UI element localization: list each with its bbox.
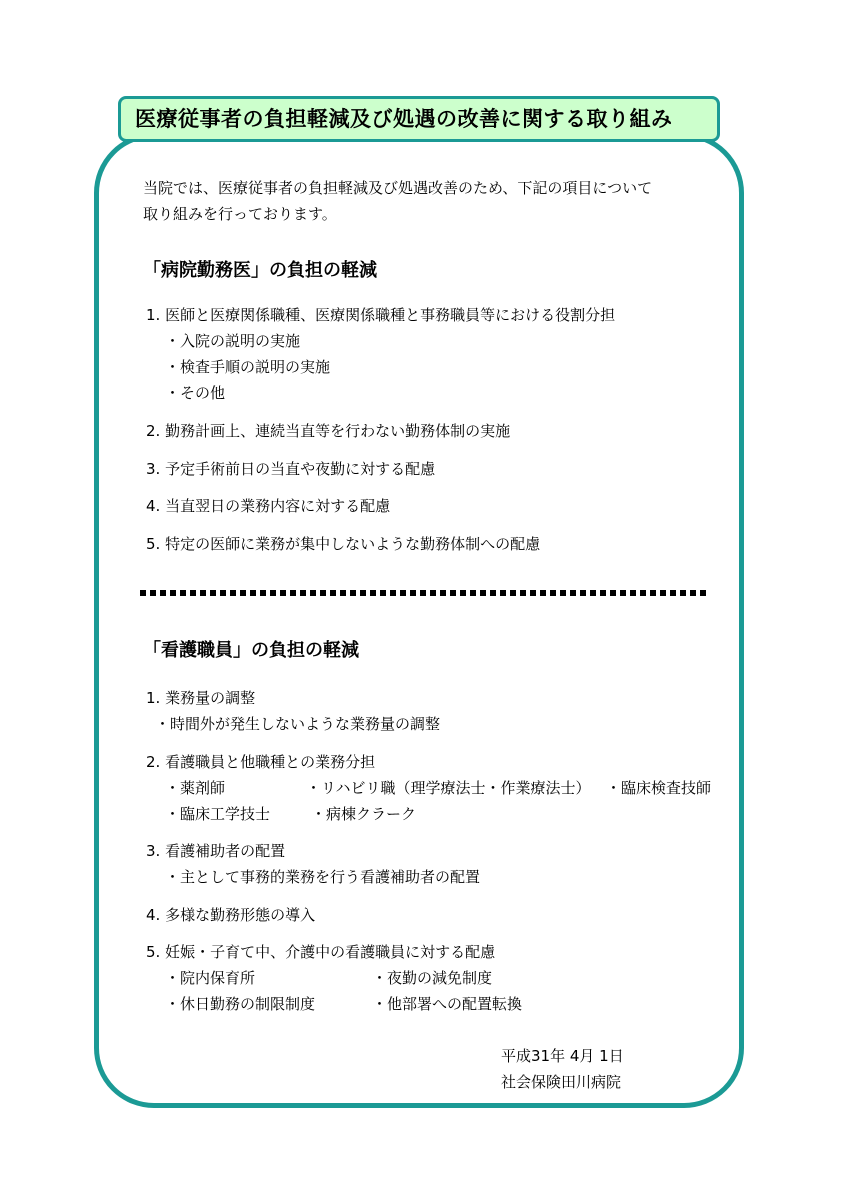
list-item: 3. 予定手術前日の当直や夜勤に対する配慮 xyxy=(146,460,436,478)
intro-line-1: 当院では、医療従事者の負担軽減及び処遇改善のため、下記の項目について xyxy=(143,179,653,197)
sub-item: ・時間外が発生しないような業務量の調整 xyxy=(155,715,441,733)
list-item: 2. 勤務計画上、連続当直等を行わない勤務体制の実施 xyxy=(146,422,511,440)
sub-item: ・リハビリ職（理学療法士・作業療法士） xyxy=(306,779,591,797)
sub-item: ・その他 xyxy=(165,384,226,402)
sub-item: ・他部署への配置転換 xyxy=(372,995,523,1013)
list-item: 5. 特定の医師に業務が集中しないような勤務体制への配慮 xyxy=(146,535,541,553)
section-heading-nurses: 「看護職員」の負担の軽減 xyxy=(143,640,359,661)
sub-item: ・入院の説明の実施 xyxy=(165,332,301,350)
date: 平成31年 4月 1日 xyxy=(501,1047,624,1065)
list-item: 5. 妊娠・子育て中、介護中の看護職員に対する配慮 xyxy=(146,943,496,961)
sub-item: ・臨床工学技士 xyxy=(165,805,271,823)
list-item: 3. 看護補助者の配置 xyxy=(146,842,286,860)
sub-item: ・夜勤の減免制度 xyxy=(372,969,493,987)
sub-item: ・病棟クラーク xyxy=(311,805,417,823)
list-item: 4. 多様な勤務形態の導入 xyxy=(146,906,316,924)
list-item: 4. 当直翌日の業務内容に対する配慮 xyxy=(146,497,391,515)
sub-item: ・院内保育所 xyxy=(165,969,256,987)
sub-item: ・検査手順の説明の実施 xyxy=(165,358,331,376)
list-item: 1. 業務量の調整 xyxy=(146,689,256,707)
list-item: 1. 医師と医療関係職種、医療関係職種と事務職員等における役割分担 xyxy=(146,306,616,324)
sub-item: ・主として事務的業務を行う看護補助者の配置 xyxy=(165,868,481,886)
sub-item: ・薬剤師 xyxy=(165,779,226,797)
section-divider xyxy=(140,590,708,596)
list-item: 2. 看護職員と他職種との業務分担 xyxy=(146,753,376,771)
intro-line-2: 取り組みを行っております。 xyxy=(143,205,337,223)
sub-item: ・休日勤務の制限制度 xyxy=(165,995,316,1013)
page-title: 医療従事者の負担軽減及び処遇の改善に関する取り組み xyxy=(118,96,720,142)
sub-item: ・臨床検査技師 xyxy=(606,779,712,797)
organization-name: 社会保険田川病院 xyxy=(501,1073,622,1091)
section-heading-doctors: 「病院勤務医」の負担の軽減 xyxy=(143,260,377,281)
